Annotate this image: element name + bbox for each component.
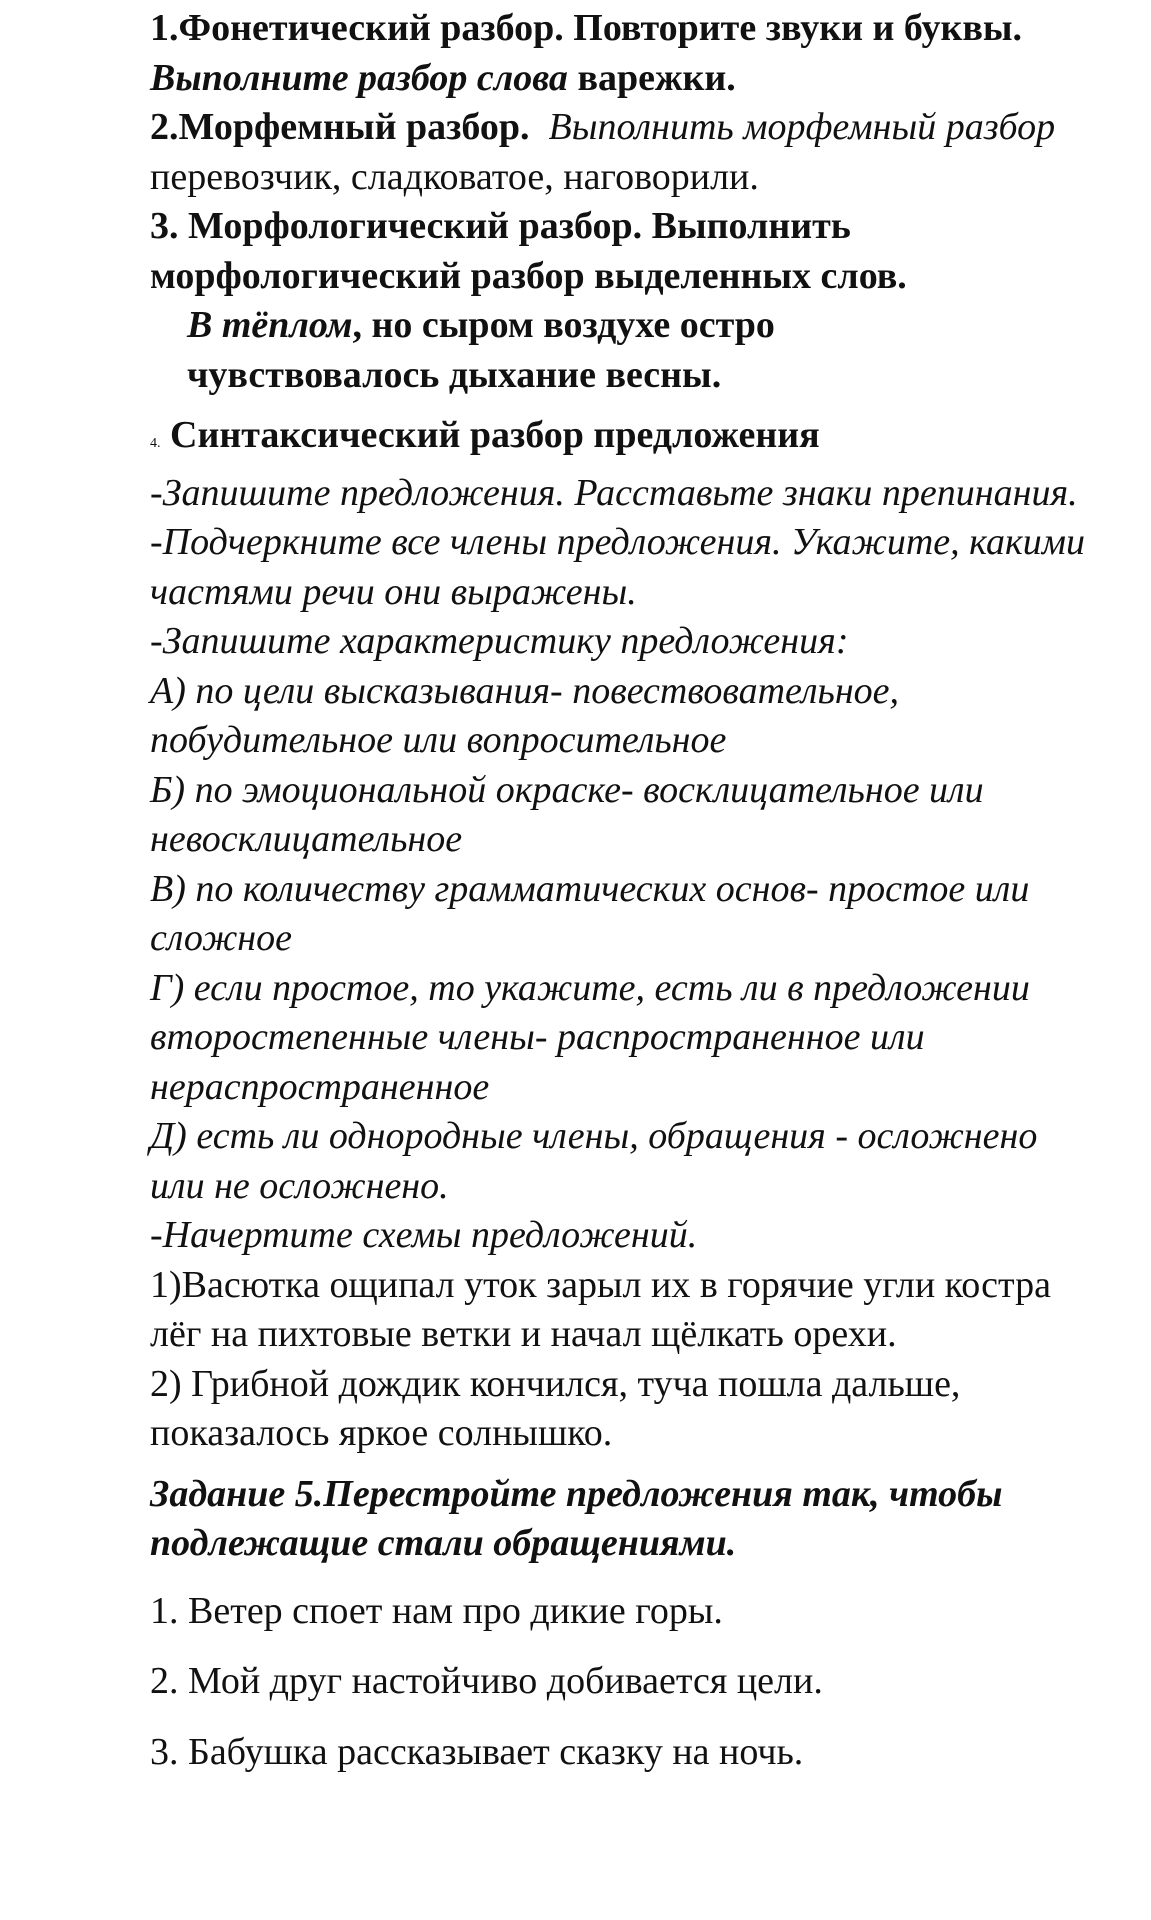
section-2-task: Выполнить морфемный: [548, 106, 937, 148]
section-3-sentence-line-1: В тёплом, но сыром воздухе остро: [187, 304, 775, 346]
section-1-heading: 1.Фонетический разбор. Повторите звуки и буквы.: [150, 7, 1023, 49]
section-task-5: [150, 1470, 1091, 1778]
section-morphological: [150, 202, 1091, 400]
highlighted-words: В тёплом: [187, 304, 353, 346]
section-5-items: [150, 1587, 1091, 1778]
instruction-item: -Начертите схемы предложений.: [150, 1214, 698, 1256]
exercise-sentence: 1)Васютка ощипал уток зарыл их в горячие угли костра лёг на пихтовые ветки и начал щёлкать орехи.: [150, 1263, 1051, 1355]
instruction-item: -Запишите предложения. Расставьте знаки препинания.: [150, 471, 1078, 514]
instruction-item: -Подчеркните все члены предложения. Укажите, какими частями речи они выражены.: [150, 521, 1085, 613]
list-item: 3. Бабушка рассказывает сказку на ночь.: [150, 1730, 804, 1773]
section-2-task-cont: разбор: [945, 106, 1056, 148]
section-4-number: 4.: [150, 436, 161, 451]
section-phonetic: [150, 4, 1091, 103]
section-5-heading: Задание 5.Перестройте предложения так, чтобы подлежащие стали обращениями.: [150, 1472, 1003, 1564]
section-4-heading: Синтаксический разбор предложения: [170, 414, 820, 456]
list-item: 1. Ветер споет нам про дикие горы.: [150, 1589, 723, 1632]
section-syntactic: [150, 411, 1091, 1459]
instruction-item: Б) по эмоциональной окраске- восклицательное или невосклицательное: [150, 768, 984, 860]
exercise-sentence: 2) Грибной дождик кончился, туча пошла дальше, показалось яркое солнышко.: [150, 1362, 961, 1454]
instruction-item: А) по цели высказывания- повествовательное, побудительное или вопросительное: [150, 669, 900, 761]
list-item: 2. Мой друг настойчиво добивается цели.: [150, 1660, 823, 1702]
section-2-heading: 2.Морфемный разбор.: [150, 106, 530, 148]
section-1-task: Выполните разбор слова: [150, 56, 568, 99]
instruction-item: В) по количеству грамматических основ- простое или сложное: [150, 867, 1030, 959]
section-morphemic: [150, 103, 1091, 202]
section-4-sentences: [150, 1261, 1091, 1459]
instruction-item: Г) если простое, то укажите, есть ли в предложении второстепенные члены- распространенное или нераспространенное: [150, 966, 1030, 1108]
section-4-instructions: [150, 469, 1091, 1261]
instruction-item: -Запишите характеристику предложения:: [150, 620, 849, 662]
section-2-words: перевозчик, сладковатое, наговорили.: [150, 155, 759, 198]
section-3-heading: 3. Морфологический разбор. Выполнить морфологический разбор выделенных слов.: [150, 205, 907, 297]
section-3-sentence-line-2: чувствовалось дыхание весны.: [187, 353, 722, 396]
section-1-word: варежки.: [577, 56, 736, 99]
instruction-item: Д) есть ли однородные члены, обращения - осложнено или не осложнено.: [150, 1115, 1038, 1207]
